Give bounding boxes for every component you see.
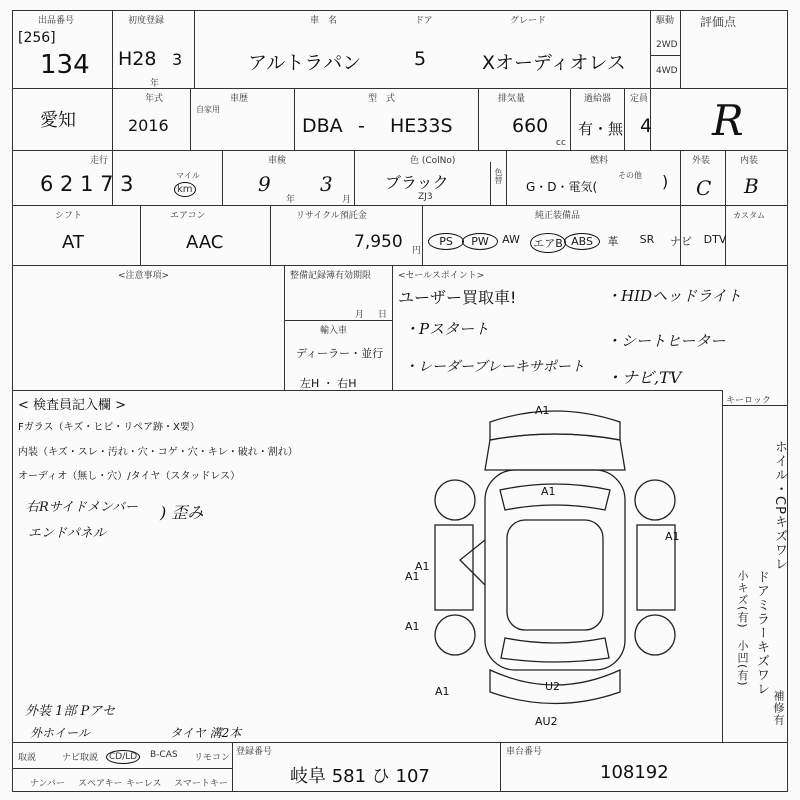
color-value: ブラック: [385, 173, 449, 192]
fuel-value: G・D・電気(: [526, 180, 598, 194]
damage-mark: A1: [435, 685, 450, 698]
sales-right-3: ・ナビ,TV: [606, 368, 682, 387]
interior-label: 内装: [740, 156, 759, 166]
rear-glass-outline: [501, 638, 609, 662]
color-code: ZJ3: [418, 192, 433, 202]
history-label: 車歴: [230, 94, 249, 104]
custom-label: カスタム: [733, 211, 765, 220]
col-divider: [294, 88, 295, 150]
recycle-unit: 円: [412, 246, 422, 256]
accessory-item: リモコン: [194, 753, 231, 763]
handle-value: 左H ・ 右H: [300, 377, 357, 390]
inspector-title: < 検査員記入欄 >: [18, 398, 127, 413]
col-divider: [506, 150, 507, 205]
sales-line-1: ユーザー買取車!: [398, 288, 517, 307]
import-label: 輸入車: [320, 326, 348, 336]
damage-mark: U2: [545, 680, 561, 693]
damage-mark: A1: [665, 530, 680, 543]
row-divider: [12, 768, 232, 769]
color-label: 色 (ColNo): [410, 156, 456, 166]
key-lock-label: キーロック: [726, 396, 771, 406]
side-note-1: ホイル・CPキズワレ: [772, 440, 787, 571]
equipment-item: SR: [639, 233, 655, 246]
exterior-label: 外装: [692, 156, 711, 166]
row-divider: [284, 320, 392, 321]
shaken-label: 車検: [268, 156, 287, 166]
car-name-label: 車 名: [310, 16, 338, 26]
type-label: 型 式: [368, 94, 396, 104]
damage-mark: A1: [405, 570, 420, 583]
col-divider: [490, 162, 491, 205]
equipment-item: 革: [607, 235, 619, 248]
record-day: 日: [378, 310, 388, 320]
shift-value: AT: [62, 232, 84, 253]
sales-right-1: ・HIDヘッドライト: [606, 287, 742, 305]
equipment-item: PS: [428, 233, 464, 250]
col-divider: [624, 88, 625, 150]
drive-4wd: 4WD: [656, 66, 678, 76]
shaken-year-unit: 年: [286, 195, 296, 205]
ac-value: AAC: [186, 232, 224, 253]
doors-value: 5: [414, 48, 427, 70]
accessory-item: スペアキー: [78, 779, 123, 789]
record-month: 月: [355, 310, 365, 320]
type-dash: -: [358, 115, 365, 137]
inspector-note-4: 外ホイール: [30, 726, 90, 740]
col-divider: [190, 88, 191, 150]
equipment-item: PW: [462, 233, 498, 250]
damage-mark: A1: [415, 560, 430, 573]
fuel-other: その他: [618, 171, 642, 180]
damage-mark: A1: [541, 485, 556, 498]
accessory-item: ナンバー: [30, 779, 65, 789]
damage-mark: AU2: [535, 715, 558, 728]
row-divider: [12, 88, 788, 89]
type-code: HE33S: [390, 115, 453, 137]
inspector-note-3: 外装 1部 Pアセ: [25, 704, 116, 719]
exterior-grade: C: [696, 176, 712, 200]
sales-line-3: ・レーダーブレーキサポート: [404, 359, 585, 375]
seats-label: 定員: [630, 94, 649, 104]
plate-number: 岐阜 581 ひ 107: [290, 766, 430, 787]
damage-mark: A1: [405, 620, 420, 633]
front-bumper-outline: [490, 411, 620, 440]
doors-label: ドア: [415, 16, 433, 26]
inspector-note-right: ) 歪み: [160, 503, 204, 522]
grade-label: グレード: [510, 16, 547, 26]
fuel-close: ): [662, 172, 669, 191]
equipment-item: ナビ: [670, 235, 692, 248]
side-note-3: 小キズ(有): [736, 570, 749, 629]
damage-mark: A1: [535, 404, 550, 417]
side-divider: [722, 390, 723, 742]
col-divider: [194, 10, 195, 88]
turbo-value: 有・無: [578, 120, 624, 138]
turbo-label: 過給器: [584, 94, 612, 104]
region: 愛知: [40, 110, 76, 131]
month-unit: 年: [150, 79, 160, 89]
import-value: ディーラー・並行: [296, 347, 384, 360]
row-divider: [12, 205, 788, 206]
shaken-year: 9: [258, 172, 271, 196]
history-sub: 自家用: [196, 105, 220, 114]
car-name: アルトラパン: [248, 52, 362, 74]
row-divider: [12, 390, 722, 391]
accessory-item: キーレス: [126, 779, 162, 789]
equipment-label: 純正装備品: [535, 211, 581, 221]
chassis-number: 108192: [600, 762, 669, 783]
row-divider: [12, 265, 788, 266]
registration-month: 3: [172, 50, 183, 69]
side-note-2: ドアミラーキズワレ: [754, 570, 769, 696]
side-note-4: 小凹(有): [736, 640, 749, 687]
equipment-item: エアB: [530, 233, 566, 253]
year-label: 初度登録: [128, 16, 165, 26]
shaken-month-unit: 月: [342, 195, 352, 205]
model-year: 2016: [128, 116, 169, 135]
drive-divider: [650, 55, 680, 56]
car-diagram: [395, 400, 715, 740]
side-note-5: 補修有: [772, 690, 785, 726]
registration-year: H28: [118, 48, 157, 70]
glass-line: Fガラス（キズ・ヒビ・リペア跡・X要）: [18, 422, 200, 433]
interior-line: 内装（キズ・スレ・汚れ・穴・コゲ・穴・キレ・破れ・割れ）: [18, 447, 298, 458]
col-divider: [680, 10, 681, 88]
inspector-note-1: 右Rサイドメンバー: [26, 500, 138, 515]
seats-value: 4: [640, 115, 653, 137]
col-divider: [422, 205, 423, 265]
score-label: 評価点: [700, 15, 737, 29]
col-divider: [270, 205, 271, 265]
accessory-item: B-CAS: [150, 750, 178, 760]
damage-marks: [405, 404, 680, 728]
shaken-month: 3: [320, 172, 333, 196]
score-value: R: [712, 96, 744, 145]
row-divider: [722, 405, 788, 406]
body-outline: [485, 470, 625, 670]
record-label: 整備記録簿有効期限: [290, 271, 372, 281]
ac-label: エアコン: [170, 211, 206, 221]
rear-left-wheel: [435, 615, 475, 655]
inspector-note-2: エンドパネル: [28, 526, 106, 541]
cc-value: 660: [512, 115, 549, 137]
cc-label: 排気量: [498, 94, 526, 104]
shift-label: シフト: [55, 211, 83, 221]
equipment-item: DTV: [703, 233, 727, 246]
fuel-label: 燃料: [590, 156, 609, 166]
front-right-wheel: [635, 480, 675, 520]
grade-value: Xオーディオレス: [482, 52, 626, 74]
col-divider: [392, 265, 393, 390]
col-divider: [478, 88, 479, 150]
roof-outline: [507, 520, 603, 630]
lot-number: 134: [40, 50, 90, 80]
equipment-item: ABS: [564, 233, 600, 250]
equipment-item: AW: [502, 233, 520, 246]
front-left-wheel: [435, 480, 475, 520]
col-divider: [222, 150, 223, 205]
lot-code: [256]: [18, 30, 56, 46]
row-divider: [12, 150, 788, 151]
col-divider: [725, 150, 726, 265]
hood-outline: [485, 434, 625, 470]
mileage-label: 走行: [90, 156, 109, 166]
sales-label: <セールスポイント>: [398, 271, 485, 281]
recycle-value: 7,950: [354, 232, 403, 252]
model-year-label: 年式: [145, 94, 164, 104]
lot-number-label: 出品番号: [38, 16, 75, 26]
col-divider: [500, 742, 501, 792]
drive-label: 駆動: [656, 16, 675, 26]
col-divider: [232, 742, 233, 792]
caution-label: <注意事項>: [118, 271, 170, 281]
chassis-label: 車台番号: [506, 747, 543, 757]
inspector-note-5: タイヤ 溝2本: [170, 726, 242, 740]
col-divider: [354, 150, 355, 205]
interior-grade: B: [744, 174, 759, 198]
cc-unit: cc: [556, 138, 566, 148]
col-divider: [284, 265, 285, 390]
mileage-unit-km: km: [174, 182, 196, 197]
mileage-unit-mile: マイル: [176, 171, 200, 180]
accessory-item: 取説: [18, 753, 37, 763]
col-divider: [570, 88, 571, 150]
accessory-item: ナビ取説: [62, 753, 99, 763]
mileage-value: 6 2 1 7 3: [40, 172, 134, 196]
plate-label: 登録番号: [236, 747, 273, 757]
accessory-item: CD/LD: [106, 750, 140, 764]
drive-2wd: 2WD: [656, 40, 678, 50]
audio-line: オーディオ（無し・穴）/タイヤ（スタッドレス）: [18, 471, 241, 482]
accessory-item: スマートキー: [174, 779, 228, 789]
color-change-label: 色替: [494, 168, 503, 184]
col-divider: [140, 205, 141, 265]
recycle-label: リサイクル預託金: [296, 211, 367, 221]
sales-line-2: ・Pスタート: [404, 320, 490, 338]
type-prefix: DBA: [302, 115, 343, 137]
row-divider: [12, 742, 788, 743]
sales-right-2: ・シートヒーター: [606, 332, 726, 350]
rear-right-wheel: [635, 615, 675, 655]
